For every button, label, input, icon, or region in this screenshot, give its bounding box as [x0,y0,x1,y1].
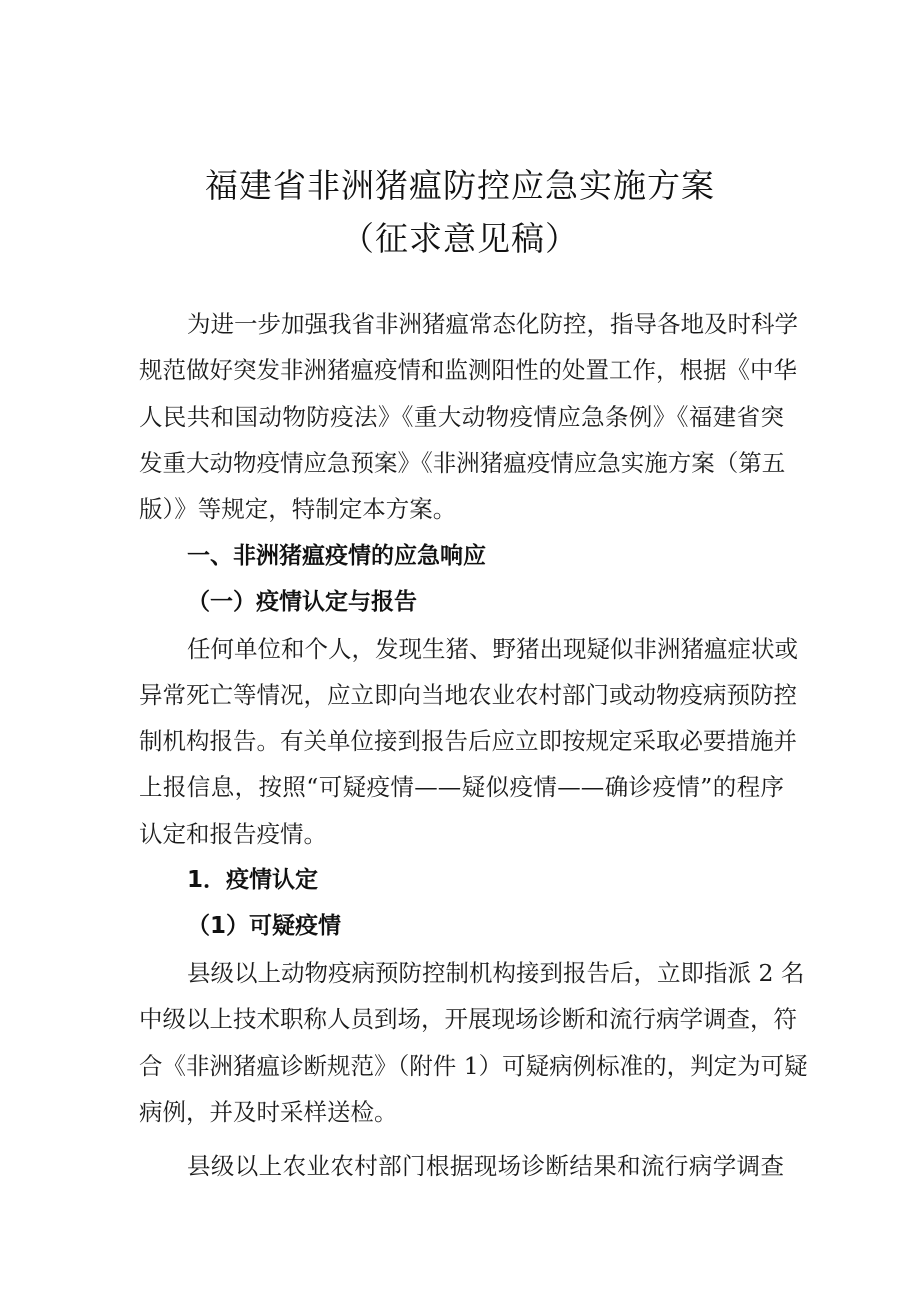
section-heading: 一、非洲猪瘟疫情的应急响应 [187,543,486,569]
paragraph-line: 规范做好突发非洲猪瘟疫情和监测阳性的处置工作，根据《中华 [139,356,797,384]
paragraph-line: 病例，并及时采样送检。 [139,1098,398,1126]
paragraph-line: 为进一步加强我省非洲猪瘟常态化防控，指导各地及时科学 [187,310,798,338]
paragraph-line: 上报信息，按照“可疑疫情——疑似疫情——确诊疫情”的程序 [139,773,784,801]
paragraph-line: 制机构报告。有关单位接到报告后应立即按规定采取必要措施并 [139,727,797,755]
paragraph-line: 认定和报告疫情。 [139,820,327,848]
paragraph-line: 县级以上农业农村部门根据现场诊断结果和流行病学调查 [187,1152,784,1180]
subsection-heading: （一）疫情认定与报告 [187,589,417,615]
paragraph-line: 合《非洲猪瘟诊断规范》（附件 1）可疑病例标准的，判定为可疑 [139,1052,808,1080]
document-subtitle: （征求意见稿） [341,219,579,258]
document-title: 福建省非洲猪瘟防控应急实施方案 [205,166,715,205]
subitem-heading: （1）可疑疫情 [187,913,342,939]
paragraph-line: 中级以上技术职称人员到场，开展现场诊断和流行病学调查，符 [139,1005,797,1033]
paragraph-line: 县级以上动物疫病预防控制机构接到报告后，立即指派 2 名 [187,959,805,987]
paragraph-line: 发重大动物疫情应急预案》《非洲猪瘟疫情应急实施方案（第五 [139,449,786,477]
item-heading: 1．疫情认定 [187,867,319,893]
paragraph-line: 异常死亡等情况，应立即向当地农业农村部门或动物疫病预防控 [139,681,797,709]
paragraph-line: 版）》等规定，特制定本方案。 [139,495,457,523]
paragraph-line: 人民共和国动物防疫法》《重大动物疫情应急条例》《福建省突 [139,403,784,431]
paragraph-line: 任何单位和个人，发现生猪、野猪出现疑似非洲猪瘟症状或 [187,635,798,663]
